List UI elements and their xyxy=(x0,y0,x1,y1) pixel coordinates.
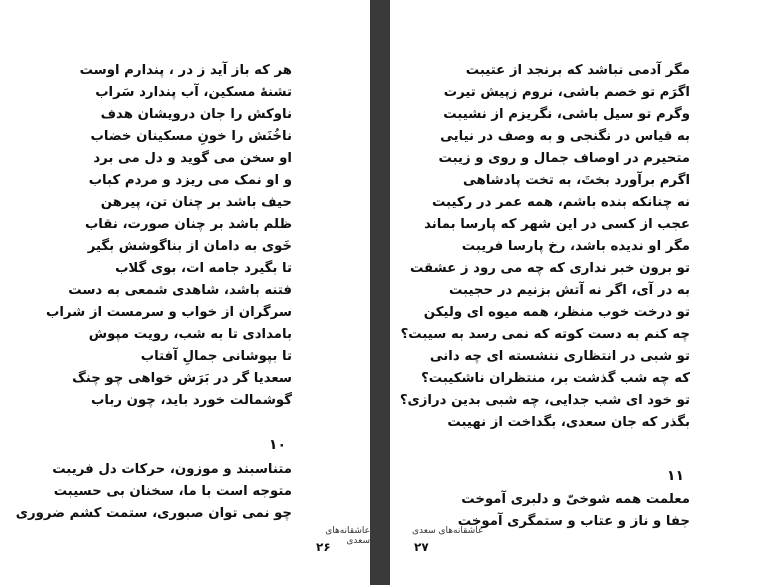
footer-book-title: عاشقانه‌های سعدی xyxy=(412,526,484,536)
page-number: ۲۶ xyxy=(316,540,331,554)
poem-line: به قیاس در نگنجی و به وصف در نیایی xyxy=(440,129,690,144)
poem-line: جفا و ناز و عتاب و ستمگری آموخت xyxy=(457,514,690,529)
poem-line: خَوی به دامان از بناگوشش بگیر xyxy=(87,239,292,254)
poem-line: تا بپوشانی جمالِ آفتاب xyxy=(140,349,292,364)
poem-line: بگذر که جان سعدی، بگداخت از نهیبت xyxy=(447,415,690,430)
poem-line: به در آی، اگر نه آتش بزنیم در حجیبت xyxy=(448,283,690,298)
poem-line: تو خود ای شب جدایی، چه شبی بدین درازی؟ xyxy=(399,393,690,408)
poem-line: تا بگیرد جامه ات، بوی گلاب xyxy=(115,261,292,276)
poem-line: حیف باشد بر چنان تن، پیرهن xyxy=(100,195,292,210)
poem-line: فتنه باشد، شاهدی شمعی به دست xyxy=(68,283,292,298)
page-number: ۲۷ xyxy=(414,540,429,554)
poem-line: مگر او ندیده باشد، رخ پارسا فریبت xyxy=(461,239,690,254)
left-page xyxy=(0,0,370,585)
poem-line: سعدیا گر در بَرَش خواهی چو چنگ xyxy=(72,371,292,386)
right-page xyxy=(390,0,768,585)
poem-line: تو شبی در انتظاری ننشسته ای چه دانی xyxy=(429,349,690,364)
poem-line: تو درخت خوب منظر، همه میوه ای ولیکن xyxy=(423,305,690,320)
poem-line: هر که باز آید ز در ، پندارم اوست xyxy=(79,63,292,78)
poem-line: و او نمک می ریزد و مردم کباب xyxy=(88,173,292,188)
poem-line: مگر آدمی نباشد که برنجد از عتیبت xyxy=(465,63,690,78)
poem-line: ناوکش را جان درویشان هدف xyxy=(100,107,292,122)
poem-line: معلمت همه شوخیّ و دلبری آموخت xyxy=(461,492,690,507)
poem-line: متحیرم در اوصاف جمال و روی و زیبت xyxy=(438,151,690,166)
poem-line: اگرم برآورد بختَ، به تخت پادشاهی xyxy=(463,173,690,188)
poem-line: متوجه است با ما، سخنان بی حسیبت xyxy=(53,484,292,499)
poem-line: متناسبند و موزون، حرکات دل فریبت xyxy=(52,462,292,477)
poem-line: تو برون خبر نداری که چه می رود ز عشقت xyxy=(409,261,690,276)
poem-line: تشنهٔ مسکین، آب پندارد سَراب xyxy=(95,85,292,100)
poem-line: بامدادی تا به شب، رویت مپوش xyxy=(88,327,292,342)
poem-line: گوشمالت خورد باید، چون رباب xyxy=(90,393,292,408)
poem-line: عجب از کسی در این شهر که پارسا بماند xyxy=(424,217,690,232)
poem-lines-top xyxy=(46,60,292,412)
footer-book-title: عاشقانه‌های سعدی xyxy=(325,526,370,546)
poem-line: اگرَم تو خصم باشی، نروم زپیش تیرت xyxy=(443,85,690,100)
poem-line: چه کنم به دست کوته که نمی رسد به سیبت؟ xyxy=(400,327,690,342)
poem-line: ظلم باشد بر چنان صورت، نقاب xyxy=(84,217,292,232)
poem-lines-bottom xyxy=(16,459,292,525)
ghazal-number: ۱۱ xyxy=(666,468,684,484)
poem-line: وگرم تو سیل باشی، نگریزم از نشیبت xyxy=(443,107,690,122)
poem-lines-bottom xyxy=(458,489,690,533)
poem-lines-top xyxy=(400,60,690,434)
book-spine xyxy=(370,0,390,585)
poem-line: او سخن می گوید و دل می برد xyxy=(93,151,292,166)
ghazal-number: ۱۰ xyxy=(268,437,286,453)
poem-line: چو نمی توان صبوری، ستمت کشم ضروری xyxy=(15,506,292,521)
poem-line: که چه شب گذشت بر، منتظران ناشکیبت؟ xyxy=(421,371,690,386)
poem-line: نه چنانکه بنده باشم، همه عمر در رکیبت xyxy=(431,195,690,210)
poem-line: ناخُنَش را خونِ مسکینان خضاب xyxy=(90,129,292,144)
poem-line: سرگران از خواب و سرمست از شراب xyxy=(45,305,292,320)
